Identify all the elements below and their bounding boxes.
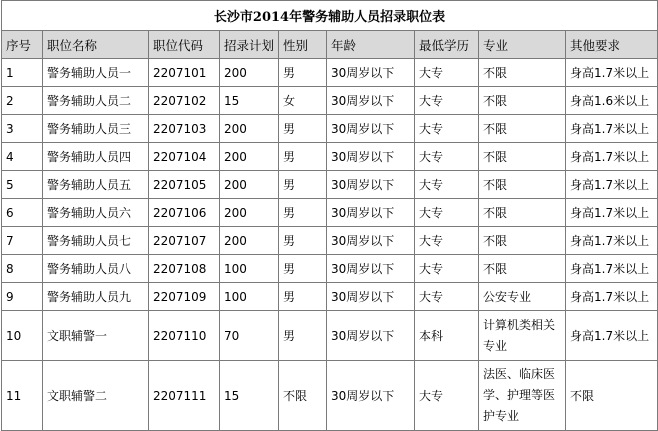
cell-other: 身高1.7米以上 — [566, 255, 658, 283]
cell-position-name: 警务辅助人员七 — [43, 227, 149, 255]
cell-other: 身高1.7米以上 — [566, 171, 658, 199]
cell-quota: 100 — [220, 283, 279, 311]
cell-age: 30周岁以下 — [327, 255, 415, 283]
cell-major: 不限 — [479, 59, 566, 87]
cell-other: 身高1.7米以上 — [566, 283, 658, 311]
cell-position-code: 2207108 — [149, 255, 220, 283]
col-header-education: 最低学历 — [415, 31, 479, 59]
table-row — [2, 59, 658, 87]
cell-gender: 男 — [279, 227, 327, 255]
cell-index: 8 — [2, 255, 43, 283]
cell-major: 法医、临床医学、护理等医护专业 — [479, 361, 566, 431]
table-row — [2, 143, 658, 171]
table-title: 长沙市2014年警务辅助人员招录职位表 — [2, 1, 658, 31]
col-header-gender: 性别 — [279, 31, 327, 59]
cell-gender: 男 — [279, 311, 327, 361]
cell-quota: 15 — [220, 361, 279, 431]
col-header-index: 序号 — [2, 31, 43, 59]
cell-education: 大专 — [415, 199, 479, 227]
cell-index: 1 — [2, 59, 43, 87]
col-header-quota: 招录计划 — [220, 31, 279, 59]
cell-gender: 不限 — [279, 361, 327, 431]
cell-index: 9 — [2, 283, 43, 311]
cell-gender: 男 — [279, 255, 327, 283]
table-row — [2, 311, 658, 361]
table-row — [2, 199, 658, 227]
cell-position-code: 2207110 — [149, 311, 220, 361]
table-row — [2, 115, 658, 143]
table-row — [2, 227, 658, 255]
cell-education: 本科 — [415, 311, 479, 361]
cell-education: 大专 — [415, 115, 479, 143]
cell-index: 2 — [2, 87, 43, 115]
cell-index: 5 — [2, 171, 43, 199]
cell-education: 大专 — [415, 255, 479, 283]
cell-quota: 100 — [220, 255, 279, 283]
cell-index: 6 — [2, 199, 43, 227]
cell-other: 身高1.7米以上 — [566, 59, 658, 87]
cell-gender: 女 — [279, 87, 327, 115]
table-row — [2, 87, 658, 115]
cell-position-code: 2207111 — [149, 361, 220, 431]
cell-index: 10 — [2, 311, 43, 361]
col-header-position-code: 职位代码 — [149, 31, 220, 59]
cell-gender: 男 — [279, 143, 327, 171]
cell-age: 30周岁以下 — [327, 227, 415, 255]
cell-education: 大专 — [415, 361, 479, 431]
cell-position-name: 警务辅助人员四 — [43, 143, 149, 171]
cell-other: 身高1.7米以上 — [566, 115, 658, 143]
cell-age: 30周岁以下 — [327, 143, 415, 171]
cell-position-name: 警务辅助人员一 — [43, 59, 149, 87]
recruitment-table — [1, 0, 658, 431]
cell-major: 不限 — [479, 115, 566, 143]
cell-education: 大专 — [415, 171, 479, 199]
cell-index: 3 — [2, 115, 43, 143]
cell-age: 30周岁以下 — [327, 59, 415, 87]
cell-education: 大专 — [415, 59, 479, 87]
cell-age: 30周岁以下 — [327, 199, 415, 227]
cell-major: 不限 — [479, 255, 566, 283]
col-header-position-name: 职位名称 — [43, 31, 149, 59]
cell-quota: 200 — [220, 171, 279, 199]
cell-position-name: 文职辅警二 — [43, 361, 149, 431]
cell-quota: 200 — [220, 227, 279, 255]
cell-education: 大专 — [415, 283, 479, 311]
cell-other: 不限 — [566, 361, 658, 431]
cell-major: 不限 — [479, 199, 566, 227]
cell-gender: 男 — [279, 171, 327, 199]
cell-other: 身高1.7米以上 — [566, 227, 658, 255]
cell-other: 身高1.7米以上 — [566, 199, 658, 227]
cell-position-name: 警务辅助人员二 — [43, 87, 149, 115]
cell-quota: 200 — [220, 115, 279, 143]
cell-index: 11 — [2, 361, 43, 431]
cell-gender: 男 — [279, 199, 327, 227]
cell-other: 身高1.7米以上 — [566, 311, 658, 361]
header-row — [2, 31, 658, 59]
cell-position-code: 2207109 — [149, 283, 220, 311]
cell-position-name: 警务辅助人员六 — [43, 199, 149, 227]
cell-major: 不限 — [479, 227, 566, 255]
table-row — [2, 361, 658, 431]
cell-other: 身高1.7米以上 — [566, 143, 658, 171]
cell-age: 30周岁以下 — [327, 311, 415, 361]
cell-position-code: 2207107 — [149, 227, 220, 255]
cell-major: 计算机类相关专业 — [479, 311, 566, 361]
cell-quota: 70 — [220, 311, 279, 361]
cell-age: 30周岁以下 — [327, 283, 415, 311]
cell-index: 7 — [2, 227, 43, 255]
table-row — [2, 171, 658, 199]
cell-position-code: 2207106 — [149, 199, 220, 227]
cell-age: 30周岁以下 — [327, 171, 415, 199]
cell-position-code: 2207101 — [149, 59, 220, 87]
cell-quota: 200 — [220, 59, 279, 87]
cell-gender: 男 — [279, 115, 327, 143]
cell-age: 30周岁以下 — [327, 87, 415, 115]
cell-quota: 200 — [220, 199, 279, 227]
col-header-age: 年龄 — [327, 31, 415, 59]
cell-quota: 200 — [220, 143, 279, 171]
table-row — [2, 255, 658, 283]
cell-position-name: 文职辅警一 — [43, 311, 149, 361]
cell-position-name: 警务辅助人员三 — [43, 115, 149, 143]
cell-age: 30周岁以下 — [327, 115, 415, 143]
cell-major: 不限 — [479, 87, 566, 115]
cell-position-code: 2207103 — [149, 115, 220, 143]
cell-position-code: 2207105 — [149, 171, 220, 199]
cell-major: 不限 — [479, 171, 566, 199]
cell-education: 大专 — [415, 227, 479, 255]
table-row — [2, 283, 658, 311]
cell-education: 大专 — [415, 87, 479, 115]
col-header-major: 专业 — [479, 31, 566, 59]
col-header-other: 其他要求 — [566, 31, 658, 59]
cell-position-name: 警务辅助人员五 — [43, 171, 149, 199]
cell-major: 不限 — [479, 143, 566, 171]
cell-education: 大专 — [415, 143, 479, 171]
cell-age: 30周岁以下 — [327, 361, 415, 431]
cell-major: 公安专业 — [479, 283, 566, 311]
cell-other: 身高1.6米以上 — [566, 87, 658, 115]
cell-gender: 男 — [279, 283, 327, 311]
cell-position-code: 2207104 — [149, 143, 220, 171]
cell-index: 4 — [2, 143, 43, 171]
cell-quota: 15 — [220, 87, 279, 115]
cell-position-name: 警务辅助人员九 — [43, 283, 149, 311]
cell-position-code: 2207102 — [149, 87, 220, 115]
cell-position-name: 警务辅助人员八 — [43, 255, 149, 283]
cell-gender: 男 — [279, 59, 327, 87]
